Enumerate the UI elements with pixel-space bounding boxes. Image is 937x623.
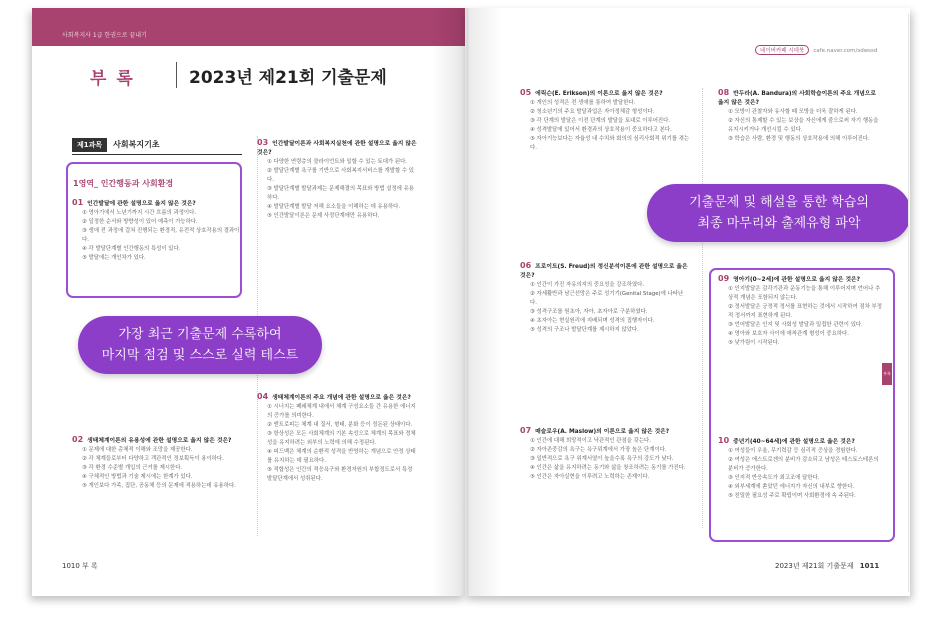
option: ⑤ 성격의 구조나 발달단계를 제시하지 않았다. — [530, 327, 639, 333]
question-text: 프로이트(S. Freud)의 정신분석이론에 관한 설명으로 옳은 것은? — [520, 264, 688, 279]
option: ③ 학습은 사람, 환경 및 행동의 상호작용에 의해 이루어진다. — [728, 136, 870, 142]
question-text: 생태체계이론의 주요 개념에 관한 설명으로 옳은 것은? — [272, 395, 411, 401]
option: ⑤ 인간은 자아실현을 이루려고 노력하는 존재이다. — [530, 474, 650, 480]
title-divider — [176, 62, 177, 88]
option: ① 문제에 대한 총체적 이해와 조망을 제공한다. — [82, 447, 193, 453]
callout-line: 기출문제 및 해설을 통한 학습의 — [689, 195, 869, 210]
option: ⑤ 자아기능보다는 자율성 내 수치와 회의의 심리사회적 위기를 겪는다. — [530, 136, 690, 151]
subject-name: 사회복지기초 — [113, 140, 160, 149]
option: ③ 인지적 반응속도가 최고조에 달한다. — [728, 475, 820, 481]
cafe-pill: 네이버카페 시대북 — [755, 45, 809, 55]
open-book — [32, 8, 910, 596]
question-text: 반두라(A. Bandura)의 사회학습이론의 주요 개념으로 옳지 않은 것은? — [718, 91, 877, 106]
option: ④ 구체적인 방법과 기술 제시에는 한계가 있다. — [82, 474, 193, 480]
option: ② 정서발달은 긍정적 정서를 표현하는 것에서 시작하여 점차 부정적 정서까지 표현하게 된다. — [728, 304, 882, 319]
title-row — [72, 56, 452, 96]
question-number: 09 — [718, 274, 730, 283]
option: ② 각 체계들로부터 다양하고 객관적인 정보획득이 용이하다. — [82, 456, 224, 462]
option: ④ 초자아는 현실원리에 지배되며 성격의 집행자이다. — [530, 318, 655, 324]
page-number: 1011 — [859, 562, 880, 570]
option: ⑤ 낯가림이 시작된다. — [728, 340, 780, 346]
option: ② 발달단계별 욕구를 기반으로 사회복지서비스를 개발할 수 있다. — [267, 168, 415, 183]
area-label: 1영역_ 인간행동과 사회환경 — [73, 179, 174, 188]
side-tab: 부록 — [882, 363, 892, 385]
option: ② 청소년기의 주요 발달과업은 자아정체감 형성이다. — [530, 109, 655, 115]
question-text: 영아기(0~2세)에 관한 설명으로 옳지 않은 것은? — [733, 277, 861, 283]
question-text: 중년기(40~64세)에 관한 설명으로 옳은 것은? — [733, 439, 855, 445]
option: ① 인지발달은 감각기관과 운동기능을 통해 이루어지며 언어나 추상적 개념은 포함되지 않는다. — [728, 286, 881, 301]
left-page — [32, 8, 465, 596]
page-edges — [908, 14, 910, 592]
option: ④ 피드백은 체계의 순환적 성격을 반영하는 개념으로 안정 상태를 유지하는 데 필요하다. — [267, 449, 416, 464]
question-02 — [72, 435, 242, 491]
option: ③ 일반적으로 욕구 위계서열이 높을수록 욕구의 강도가 낮다. — [530, 456, 674, 462]
option: ① 인간이 가진 자유의지의 중요성을 강조하였다. — [530, 282, 645, 288]
cafe-link — [755, 45, 877, 55]
question-06 — [520, 261, 690, 335]
option: ④ 성격발달에 있어서 환경과의 상호작용이 중요하다고 본다. — [530, 127, 672, 133]
subject-tag: 제1과목 — [72, 138, 107, 152]
page-footer-left: 1010 부 록 — [62, 562, 98, 570]
question-07 — [520, 426, 690, 482]
question-08 — [718, 88, 883, 144]
question-03 — [257, 138, 417, 221]
page-title: 2023년 제21회 기출문제 — [189, 68, 387, 88]
option: ⑤ 인간발달이론은 문제 사정단계에만 유용하다. — [267, 213, 380, 219]
option: ① 시너지는 폐쇄체계 내에서 체계 구성요소들 간 유용한 에너지의 증가를 의미한다. — [267, 404, 416, 419]
option: ② 자아존중감의 욕구는 욕구위계에서 가장 높은 단계이다. — [530, 447, 667, 453]
question-number: 02 — [72, 435, 84, 444]
option: ③ 각 환경 수준별 개입의 근거를 제시한다. — [82, 465, 183, 471]
option: ④ 인간은 삶을 유지하려는 동기와 삶을 창조하려는 동기를 가진다. — [530, 465, 686, 471]
page-footer-right — [775, 561, 879, 571]
divider — [72, 154, 242, 155]
running-header: 사회복지사 1급 한권으로 끝내기 — [62, 32, 147, 39]
question-text: 인간발달이론과 사회복지실천에 관한 설명으로 옳지 않은 것은? — [257, 141, 417, 156]
option: ① 모방이 관찰자와 유사할 때 모방을 더욱 잘하게 된다. — [728, 109, 858, 115]
question-number: 10 — [718, 436, 730, 445]
option: ③ 성격구조를 원초아, 자아, 초자아로 구분하였다. — [530, 309, 648, 315]
option: ⑤ 발달에는 개인차가 있다. — [82, 255, 146, 261]
option: ④ 각 발달단계별 인간행동의 특성이 있다. — [82, 246, 181, 252]
callout-left — [78, 316, 322, 374]
question-number: 08 — [718, 88, 730, 97]
option: ① 개인의 성격은 전 생애를 통하여 발달한다. — [530, 100, 636, 106]
question-05 — [520, 88, 690, 153]
question-04 — [257, 392, 417, 484]
option: ⑤ 친밀한 필요성 주로 확립이며 사회환경에 속 주된다. — [728, 493, 856, 499]
footer-title: 2023년 제21회 기출문제 — [775, 562, 854, 570]
option: ④ 외부세계에 쏟았던 에너지가 자신의 내부로 향한다. — [728, 484, 855, 490]
callout-line: 최종 마무리와 출제유형 파악 — [697, 216, 861, 231]
question-number: 07 — [520, 426, 532, 435]
question-text: 생태체계이론의 유용성에 관한 설명으로 옳지 않은 것은? — [87, 438, 232, 444]
question-number: 03 — [257, 138, 269, 147]
option: ⑤ 개인보다 가족, 집단, 공동체 등의 문제에 적용하는데 유용하다. — [82, 483, 236, 489]
option: ④ 영아와 보호자 사이에 애착관계 형성이 중요하다. — [728, 331, 849, 337]
callout-line: 마지막 점검 및 스스로 실력 테스트 — [101, 348, 299, 363]
option: ② 엔트로피는 체계 내 질서, 형태, 분화 등이 정돈된 상태이다. — [267, 422, 413, 428]
option: ① 여성들이 우울, 무기력감 등 심리적 증상을 경험한다. — [728, 448, 858, 454]
cafe-url: cafe.naver.com/sdwssd — [813, 48, 878, 54]
question-text: 매슬로우(A. Maslow)의 이론으로 옳지 않은 것은? — [535, 429, 670, 435]
section-word: 부 록 — [90, 69, 135, 89]
question-number: 04 — [257, 392, 269, 401]
option: ③ 발달단계별 발달과제는 문제해결의 목표와 방법 설정에 유용하다. — [267, 186, 415, 201]
option: ④ 발달단계별 발달 저해 요소들을 이해하는 데 유용하다. — [267, 204, 401, 210]
option: ① 다양한 연령층의 클라이언트와 일할 수 있는 토대가 된다. — [267, 159, 408, 165]
option: ③ 언어발달은 인지 및 사회성 발달과 밀접한 관련이 있다. — [728, 322, 863, 328]
question-text: 인간발달에 관한 설명으로 옳지 않은 것은? — [87, 201, 196, 207]
highlight-box-q01 — [66, 162, 242, 298]
highlight-box-q09-q10 — [709, 268, 895, 542]
option: ② 여성은 에스트로겐의 분비가 감소되고 남성은 테스토스테론의 분비가 증가한다. — [728, 457, 879, 472]
subject-heading — [72, 138, 160, 152]
header-band — [32, 8, 465, 46]
option: ② 일정한 순서와 방향성이 있어 예측이 가능하다. — [82, 219, 198, 225]
option: ① 인간에 대해 희망적이고 낙관적인 관점을 갖는다. — [530, 438, 651, 444]
option: ② 자신의 통제할 수 있는 보상을 자신에게 줌으로써 자기 행동을 유지시키거나 개선시킬 수 있다. — [728, 118, 879, 133]
callout-line: 가장 최근 기출문제 수록하여 — [118, 327, 282, 342]
callout-right — [647, 184, 910, 242]
option: ① 영아기에서 노년기까지 시간 흐름의 과정이다. — [82, 210, 197, 216]
option: ③ 항상성은 모든 사회체계의 기본 속성으로 체계의 목표와 정체성을 유지하려는 외부의 노력에 의해 수정된다. — [267, 431, 416, 446]
option: ② 자세활반과 남근선망은 주로 성기기(Genital Stage)에 나타난다. — [530, 291, 684, 306]
question-number: 01 — [72, 198, 84, 207]
question-number: 05 — [520, 88, 532, 97]
right-page — [465, 8, 910, 596]
question-number: 06 — [520, 261, 532, 270]
option: ③ 각 단계의 발달은 이전 단계의 발달을 토대로 이루어진다. — [530, 118, 671, 124]
column-divider — [702, 88, 704, 528]
question-text: 에릭슨(E. Erikson)의 이론으로 옳지 않은 것은? — [535, 91, 663, 97]
option: ⑤ 적합성은 인간의 적응욕구와 환경자원의 부합정도로서 특정 발달단계에서 성취된다. — [267, 467, 413, 482]
option: ③ 생애 전 과정에 걸쳐 진행되는 환경적, 유전적 상호작용의 결과이다. — [82, 228, 240, 243]
